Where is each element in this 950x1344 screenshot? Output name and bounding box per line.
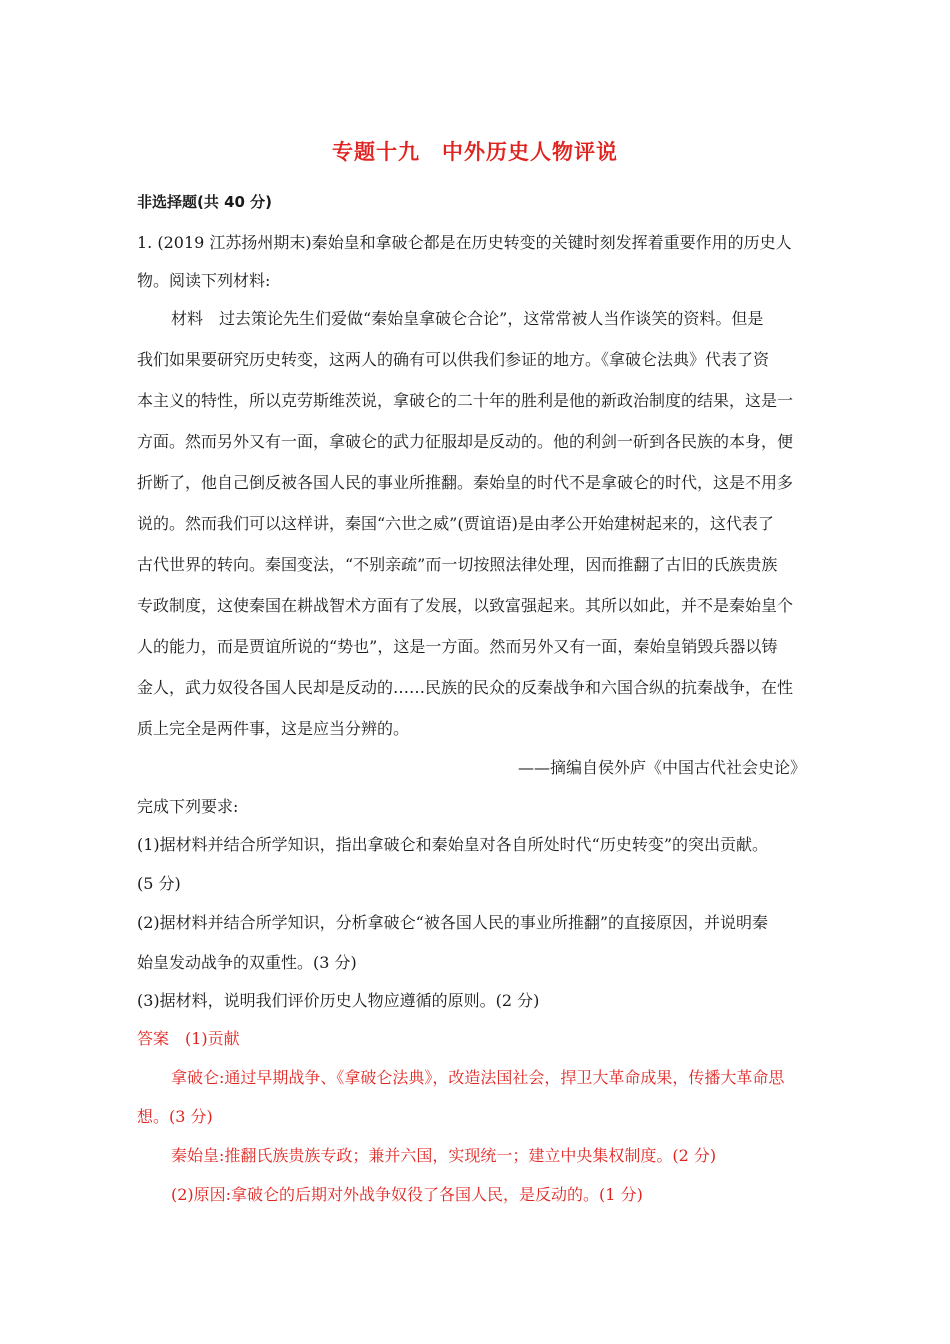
answer-line: 想。(3 分) xyxy=(137,1107,213,1126)
section-heading: 非选择题(共 40 分) xyxy=(137,193,273,211)
material-line: 本主义的特性，所以克劳斯维茨说，拿破仑的二十年的胜利是他的新政治制度的结果，这是一 xyxy=(137,391,794,410)
answer-line: (2)原因:拿破仑的后期对外战争奴役了各国人民，是反动的。(1 分) xyxy=(171,1185,643,1204)
material-line: 金人，武力奴役各国人民却是反动的……民族的民众的反秦战争和六国合纵的抗秦战争，在性 xyxy=(137,678,794,697)
sub-question-3: (3)据材料，说明我们评价历史人物应遵循的原则。(2 分) xyxy=(137,991,540,1010)
material-line: 古代世界的转向。秦国变法，“不别亲疏”而一切按照法律处理，因而推翻了古旧的氏族贵族 xyxy=(137,555,778,574)
material-line: 说的。然而我们可以这样讲，秦国“六世之威”(贾谊语)是由孝公开始建树起来的，这代表了 xyxy=(137,514,774,533)
instruction: 完成下列要求: xyxy=(137,797,239,816)
material-line: 材料 过去策论先生们爱做“秦始皇拿破仑合论”，这常常被人当作谈笑的资料。但是 xyxy=(171,309,764,328)
material-line: 方面。然而另外又有一面，拿破仑的武力征服却是反动的。他的利剑一斫到各民族的本身，便 xyxy=(137,432,794,451)
material-line: 专政制度，这使秦国在耕战智术方面有了发展，以致富强起来。其所以如此，并不是秦始皇个 xyxy=(137,596,794,615)
source-citation: ——摘编自侯外庐《中国古代社会史论》 xyxy=(517,758,806,777)
answer-line: 秦始皇:推翻氏族贵族专政；兼并六国，实现统一；建立中央集权制度。(2 分) xyxy=(171,1146,717,1165)
answer-heading: 答案 (1)贡献 xyxy=(137,1029,240,1048)
material-line: 折断了，他自己倒反被各国人民的事业所推翻。秦始皇的时代不是拿破仑的时代，这是不用多 xyxy=(137,473,794,492)
question-intro-line: 物。阅读下列材料: xyxy=(137,271,271,290)
page-title: 专题十九 中外历史人物评说 xyxy=(332,140,618,164)
sub-question-2-cont: 始皇发动战争的双重性。(3 分) xyxy=(137,953,357,972)
sub-question-2: (2)据材料并结合所学知识，分析拿破仑“被各国人民的事业所推翻”的直接原因，并说明秦 xyxy=(137,913,769,932)
material-line: 我们如果要研究历史转变，这两人的确有可以供我们参证的地方。《拿破仑法典》代表了资 xyxy=(137,350,770,369)
material-line: 人的能力，而是贾谊所说的“势也”，这是一方面。然而另外又有一面，秦始皇销毁兵器以铸 xyxy=(137,637,778,656)
question-intro-line: 1. (2019 江苏扬州期末)秦始皇和拿破仑都是在历史转变的关键时刻发挥着重要作用的历史人 xyxy=(137,233,792,252)
sub-question-1: (1)据材料并结合所学知识，指出拿破仑和秦始皇对各自所处时代“历史转变”的突出贡献。 xyxy=(137,835,769,854)
answer-line: 拿破仑:通过早期战争、《拿破仑法典》，改造法国社会，捍卫大革命成果，传播大革命思 xyxy=(171,1068,785,1087)
sub-question-1-score: (5 分) xyxy=(137,874,181,893)
material-line: 质上完全是两件事，这是应当分辨的。 xyxy=(137,719,410,738)
